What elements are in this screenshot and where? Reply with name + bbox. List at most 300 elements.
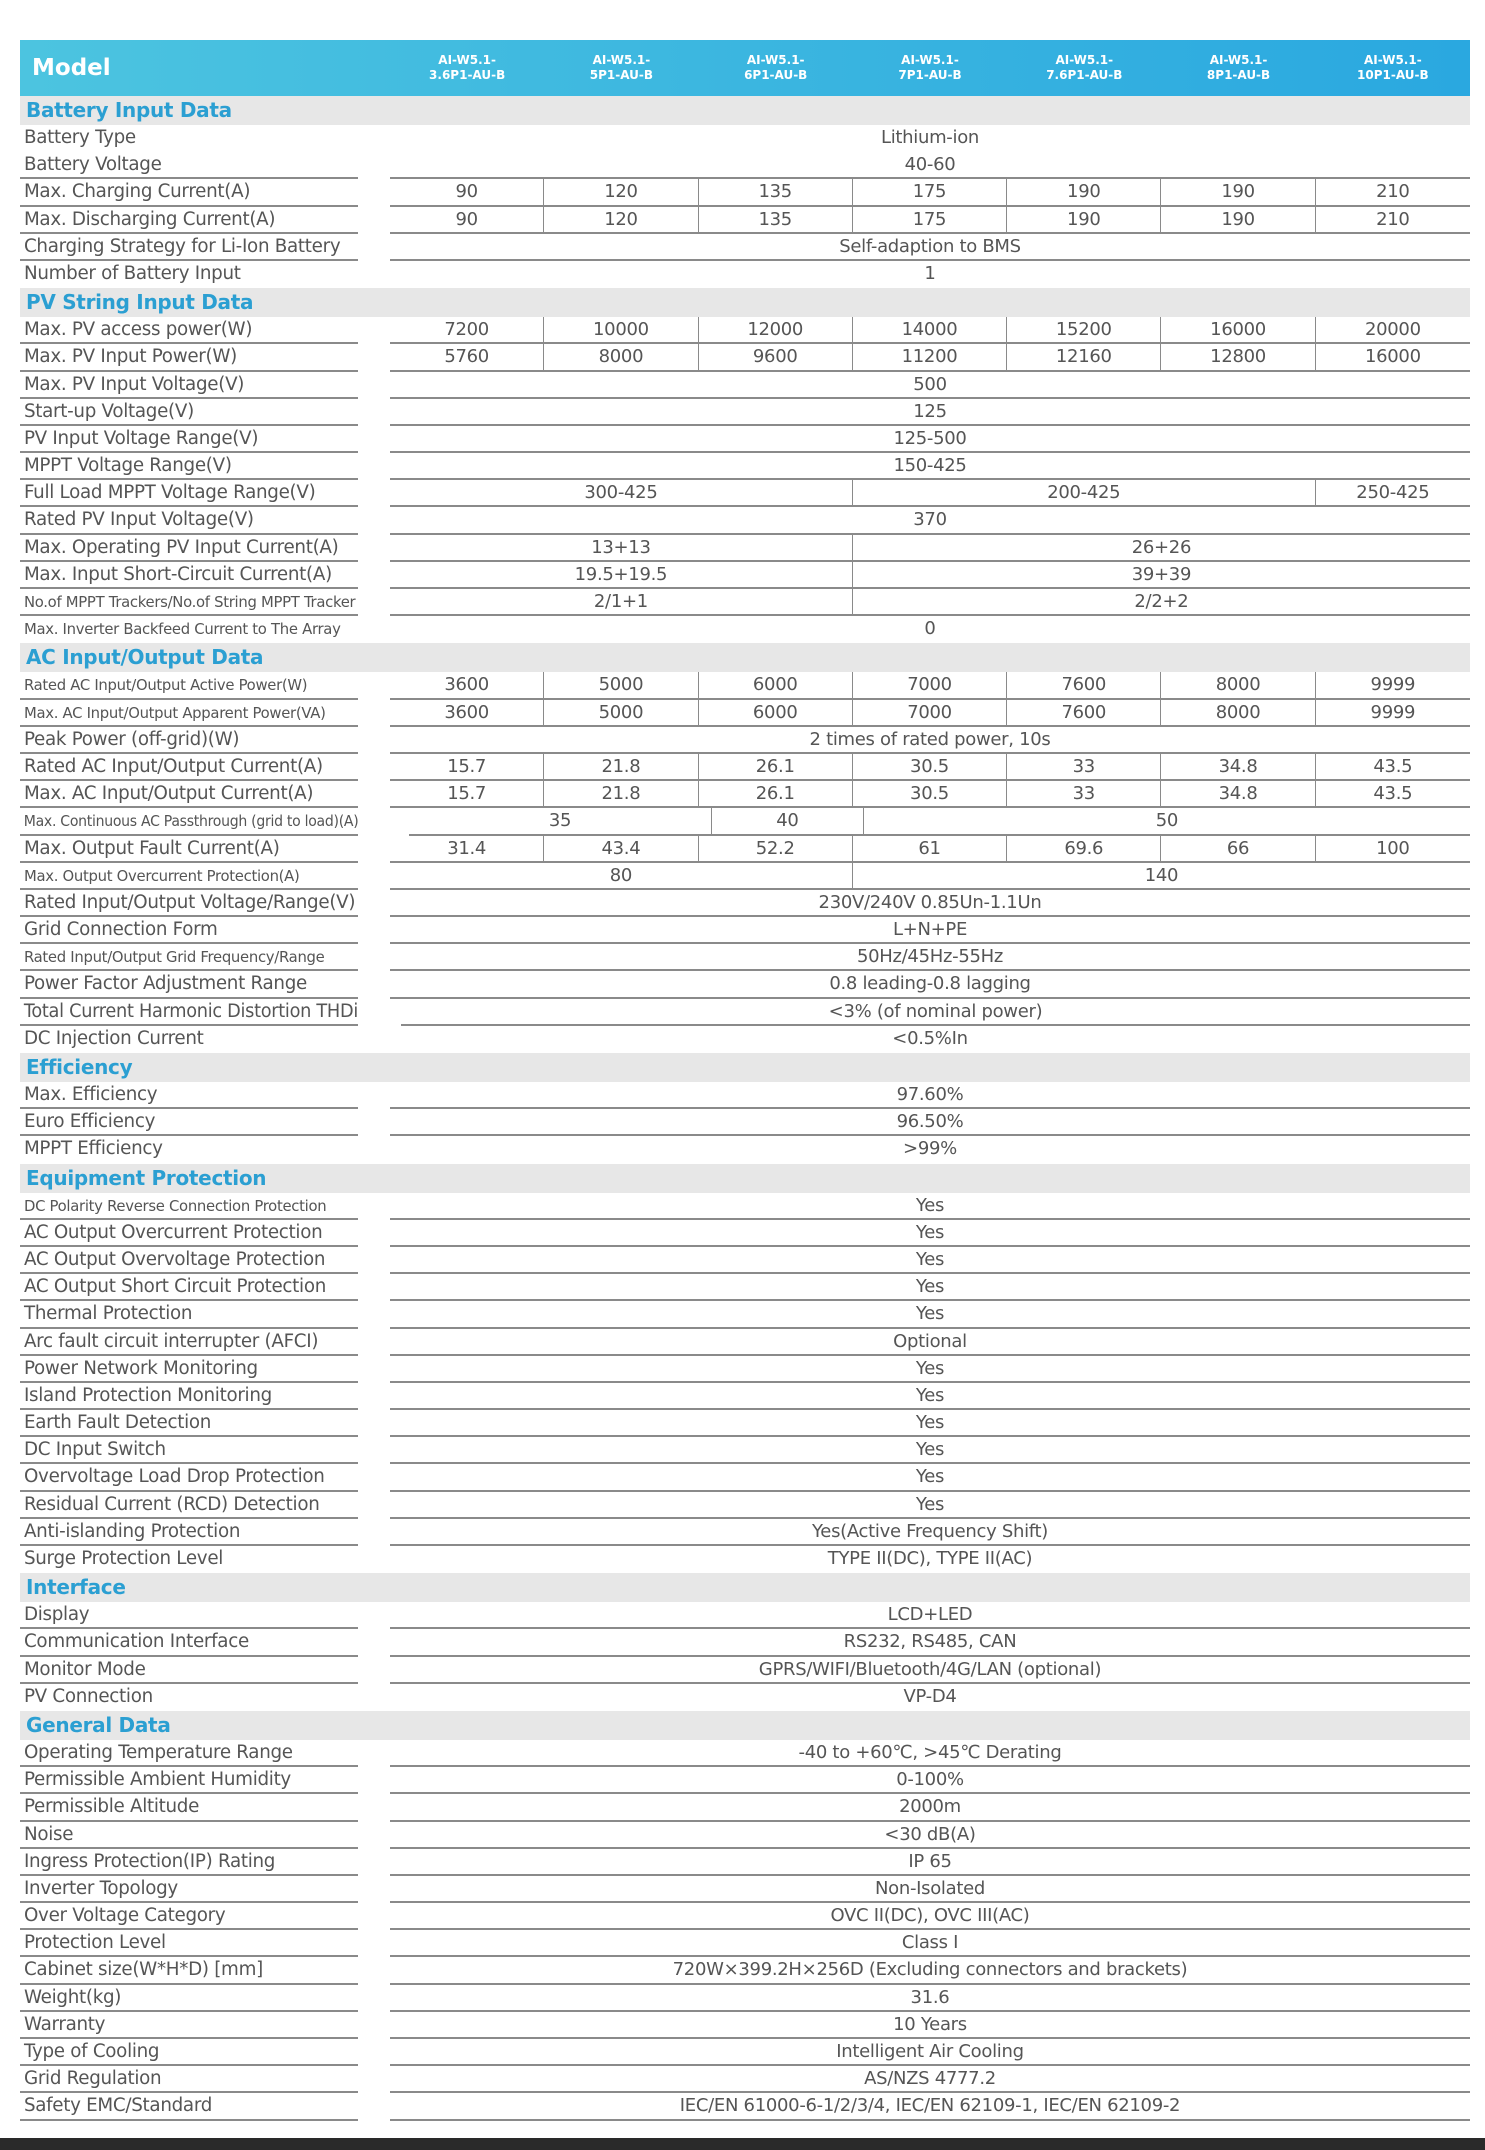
spec-values (390, 2093, 1470, 2120)
spec-label: Communication Interface (20, 1629, 358, 1656)
spec-values (390, 1903, 1470, 1930)
spec-value-cell: >99% (903, 1138, 957, 1160)
spec-value-cell: 9600 (699, 344, 853, 369)
model-name-line: AI-W5.1- (901, 53, 959, 67)
spec-row (20, 399, 1470, 426)
spec-value-cell: 15.7 (390, 781, 544, 806)
spec-label: Ingress Protection(IP) Rating (20, 1849, 358, 1876)
spec-value-cell: 135 (699, 207, 853, 232)
spec-row (20, 317, 1470, 344)
spec-value-cell: 2 times of rated power, 10s (809, 728, 1051, 750)
spec-row (20, 2039, 1470, 2066)
spec-values (390, 1602, 1470, 1629)
spec-label: AC Output Overcurrent Protection (20, 1220, 358, 1247)
spec-label: Island Protection Monitoring (20, 1383, 358, 1410)
spec-label: Number of Battery Input (23, 262, 241, 284)
spec-label: Max. Output Fault Current(A) (20, 836, 358, 863)
spec-row (20, 1849, 1470, 1876)
spec-value-cell: 50Hz/45Hz-55Hz (856, 946, 1004, 968)
spec-value-cell: 80 (390, 863, 853, 888)
spec-values (390, 1657, 1470, 1684)
spec-value-cell: 0-100% (896, 1769, 964, 1791)
spec-row (20, 1767, 1470, 1794)
spec-value-cell: 120 (544, 207, 698, 232)
spec-value-cell: 12000 (699, 317, 853, 342)
spec-values (390, 589, 1470, 616)
spec-row (20, 179, 1470, 206)
spec-label: Peak Power (off-grid)(W) (20, 727, 358, 754)
spec-value-cell: 210 (1376, 208, 1410, 230)
spec-row (20, 1136, 1470, 1163)
section-heading: Efficiency (20, 1053, 1470, 1082)
spec-value-cell: 26.1 (699, 754, 853, 779)
spec-value-cell: Optional (893, 1330, 967, 1352)
spec-row (20, 1247, 1470, 1274)
spec-value-cell: 5000 (544, 700, 698, 725)
spec-label: DC Polarity Reverse Connection Protection (20, 1193, 358, 1220)
spec-label: Max. AC Input/Output Apparent Power(VA) (20, 700, 358, 727)
spec-label: Battery Voltage (20, 152, 358, 179)
model-columns (390, 53, 1470, 83)
spec-values (390, 1492, 1470, 1519)
spec-value-cell: 50 (1155, 810, 1178, 832)
spec-values (401, 999, 1470, 1026)
spec-values (390, 1629, 1470, 1656)
spec-value-cell: 69.6 (1007, 836, 1161, 861)
model-column-header (390, 53, 544, 83)
spec-value-cell: 21.8 (544, 781, 698, 806)
spec-values (390, 372, 1470, 399)
spec-value-cell: 12160 (1007, 344, 1161, 369)
spec-value-cell: 52.2 (699, 836, 853, 861)
spec-value-cell: 66 (1161, 836, 1315, 861)
spec-label: MPPT Efficiency (23, 1138, 163, 1160)
spec-values (390, 1957, 1470, 1984)
spec-value-cell: 43.4 (544, 836, 698, 861)
spec-row (20, 1957, 1470, 1984)
spec-value-cell: 190 (1161, 179, 1315, 204)
spec-value-cell: Self-adaption to BMS (839, 235, 1021, 257)
spec-row (20, 1546, 1470, 1573)
model-name-line: AI-W5.1- (592, 53, 651, 67)
spec-row (20, 1464, 1470, 1491)
model-column-header (1316, 53, 1470, 83)
spec-label: Max. PV Input Power(W) (20, 344, 358, 371)
spec-value-cell: Yes (915, 1439, 945, 1461)
spec-row (20, 1410, 1470, 1437)
spec-row (20, 754, 1470, 781)
spec-value-cell: 12800 (1161, 344, 1315, 369)
spec-value-cell: 26.1 (699, 781, 853, 806)
spec-label: Rated Input/Output Voltage/Range(V) (20, 890, 358, 917)
spec-values (390, 1519, 1470, 1546)
spec-values (390, 1383, 1470, 1410)
spec-row (20, 1985, 1470, 2012)
spec-values (390, 971, 1470, 998)
spec-value-cell: 13+13 (390, 535, 853, 560)
spec-value-cell: 35 (409, 808, 712, 833)
spec-row (20, 1329, 1470, 1356)
model-name-line: AI-W5.1- (1209, 53, 1268, 67)
spec-label: Safety EMC/Standard (20, 2093, 358, 2120)
model-column-header (1007, 53, 1161, 83)
spec-value-cell: 10000 (544, 317, 698, 342)
spec-value-cell: 370 (913, 509, 947, 531)
model-name-line: AI-W5.1- (746, 53, 805, 67)
spec-row (20, 1602, 1470, 1629)
spec-row (20, 1740, 1470, 1767)
spec-label: Total Current Harmonic Distortion THDi (20, 999, 358, 1026)
spec-value-cell: 40 (712, 808, 864, 833)
spec-row (20, 589, 1470, 616)
spec-value-cell: 175 (853, 179, 1007, 204)
spec-label: Cabinet size(W*H*D) [mm] (20, 1957, 358, 1984)
spec-value-cell: 21.8 (544, 754, 698, 779)
model-name-line: 7P1-AU-B (898, 68, 962, 82)
spec-value-cell: 190 (1007, 207, 1161, 232)
spec-values (390, 1109, 1470, 1136)
spec-row (20, 890, 1470, 917)
spec-label: Protection Level (20, 1930, 358, 1957)
model-column-header (544, 53, 698, 83)
spec-values (390, 616, 1470, 643)
spec-value-cell: 230V/240V 0.85Un-1.1Un (818, 891, 1042, 913)
spec-row (20, 1684, 1470, 1711)
spec-row (20, 1930, 1470, 1957)
spec-values (390, 727, 1470, 754)
spec-value-cell: -40 to +60℃, >45℃ Derating (798, 1741, 1062, 1763)
spec-label: Start-up Voltage(V) (20, 399, 358, 426)
spec-values (390, 1849, 1470, 1876)
spec-values (390, 1464, 1470, 1491)
spec-label: Max. Discharging Current(A) (20, 207, 358, 234)
spec-values (390, 1794, 1470, 1821)
spec-value-cell: 15.7 (390, 754, 544, 779)
spec-label: Over Voltage Category (20, 1903, 358, 1930)
spec-label: Battery Type (23, 127, 136, 148)
spec-label: Charging Strategy for Li-Ion Battery (20, 234, 358, 261)
spec-row (20, 836, 1470, 863)
spec-value-cell: 175 (853, 207, 1007, 232)
section-heading: Battery Input Data (20, 96, 1470, 125)
spec-row (20, 2066, 1470, 2093)
spec-value-cell: 10 Years (893, 2013, 967, 2035)
spec-row (20, 1437, 1470, 1464)
spec-value-cell: 33 (1007, 754, 1161, 779)
spec-label: Rated Input/Output Grid Frequency/Range (20, 944, 358, 971)
spec-row (20, 781, 1470, 808)
spec-values (390, 480, 1470, 507)
spec-values (390, 125, 1470, 152)
spec-row (20, 672, 1470, 699)
spec-label: Rated PV Input Voltage(V) (20, 507, 358, 534)
spec-label: PV Input Voltage Range(V) (20, 426, 358, 453)
spec-values (390, 179, 1470, 206)
spec-value-cell: 135 (699, 179, 853, 204)
spec-value-cell: 3600 (390, 700, 544, 725)
spec-row (20, 1492, 1470, 1519)
spec-value-cell: 30.5 (853, 754, 1007, 779)
spec-value-cell: 500 (913, 373, 947, 395)
spec-values (390, 2066, 1470, 2093)
spec-row (20, 535, 1470, 562)
spec-values (390, 1930, 1470, 1957)
model-name-line: AI-W5.1- (438, 53, 496, 67)
spec-values (390, 207, 1470, 234)
spec-value-cell: 11200 (853, 344, 1007, 369)
spec-value-cell: Class I (901, 1932, 959, 1954)
spec-value-cell: IP 65 (908, 1850, 952, 1872)
spec-value-cell: 250-425 (1356, 482, 1430, 504)
spec-row (20, 1794, 1470, 1821)
spec-row (20, 1903, 1470, 1930)
spec-label: Power Factor Adjustment Range (20, 971, 358, 998)
spec-row (20, 1026, 1470, 1053)
spec-label: Thermal Protection (20, 1301, 358, 1328)
model-name-line: 5P1-AU-B (589, 68, 654, 82)
spec-label: Operating Temperature Range (20, 1740, 358, 1767)
spec-values (390, 1985, 1470, 2012)
spec-value-cell: Yes (915, 1493, 945, 1515)
spec-label: Type of Cooling (20, 2039, 358, 2066)
spec-value-cell: 0.8 leading-0.8 lagging (829, 973, 1031, 995)
spec-value-cell: 39+39 (1131, 563, 1192, 585)
spec-label: Arc fault circuit interrupter (AFCI) (20, 1329, 358, 1356)
spec-label: Max. Operating PV Input Current(A) (20, 535, 358, 562)
spec-value-cell: VP-D4 (903, 1685, 957, 1707)
spec-value-cell: 8000 (1161, 700, 1315, 725)
spec-row (20, 700, 1470, 727)
spec-value-cell: 40-60 (904, 154, 956, 176)
spec-row (20, 1301, 1470, 1328)
spec-label: MPPT Voltage Range(V) (20, 453, 358, 480)
spec-label: Max. PV access power(W) (20, 317, 358, 344)
spec-row (20, 727, 1470, 754)
spec-value-cell: IEC/EN 61000-6-1/2/3/4, IEC/EN 62109-1, IEC/EN 62109-2 (679, 2095, 1181, 2117)
spec-value-cell: 97.60% (896, 1084, 964, 1105)
spec-label: Permissible Altitude (20, 1794, 358, 1821)
spec-values (409, 808, 1470, 835)
spec-label: Permissible Ambient Humidity (20, 1767, 358, 1794)
spec-value-cell: 5000 (544, 672, 698, 697)
spec-row (20, 507, 1470, 534)
spec-value-cell: 8000 (1161, 672, 1315, 697)
spec-label: Max. Charging Current(A) (20, 179, 358, 206)
spec-value-cell: OVC II(DC), OVC III(AC) (830, 1905, 1030, 1927)
model-column-header (853, 53, 1007, 83)
spec-label: Max. Input Short-Circuit Current(A) (20, 562, 358, 589)
spec-value-cell: 720W×399.2H×256D (Excluding connectors and brackets) (672, 1959, 1188, 1981)
spec-value-cell: 2/1+1 (390, 589, 853, 614)
spec-row (20, 1822, 1470, 1849)
spec-label: Earth Fault Detection (20, 1410, 358, 1437)
spec-label: Max. Output Overcurrent Protection(A) (20, 863, 358, 890)
spec-values (390, 317, 1470, 344)
spec-value-cell: <0.5%In (892, 1027, 968, 1049)
spec-label: DC Injection Current (23, 1027, 204, 1049)
spec-row (20, 2012, 1470, 2039)
spec-value-cell: Non-Isolated (874, 1877, 986, 1899)
spec-label: Grid Connection Form (20, 917, 358, 944)
spec-values (390, 917, 1470, 944)
spec-label: Inverter Topology (20, 1876, 358, 1903)
spec-value-cell: Yes (915, 1466, 945, 1488)
spec-value-cell: 15200 (1007, 317, 1161, 342)
spec-value-cell: 16000 (1161, 317, 1315, 342)
spec-label: Full Load MPPT Voltage Range(V) (20, 480, 358, 507)
spec-values (390, 1193, 1470, 1220)
spec-values (390, 1274, 1470, 1301)
spec-label: Power Network Monitoring (20, 1356, 358, 1383)
spec-value-cell: TYPE II(DC), TYPE II(AC) (827, 1548, 1033, 1569)
spec-value-cell: 61 (853, 836, 1007, 861)
spec-values (390, 535, 1470, 562)
spec-value-cell: Yes (915, 1276, 945, 1298)
spec-value-cell: 7000 (853, 700, 1007, 725)
section-heading: AC Input/Output Data (20, 643, 1470, 672)
spec-values (390, 1329, 1470, 1356)
spec-value-cell: Yes (915, 1412, 945, 1434)
spec-label: Euro Efficiency (20, 1109, 358, 1136)
spec-value-cell: 120 (544, 179, 698, 204)
spec-values (390, 1740, 1470, 1767)
spec-row (20, 480, 1470, 507)
spec-sheet (20, 40, 1470, 2121)
spec-value-cell: 7000 (853, 672, 1007, 697)
spec-label: Max. PV Input Voltage(V) (20, 372, 358, 399)
spec-value-cell: 190 (1007, 179, 1161, 204)
spec-value-cell: 125-500 (893, 427, 967, 449)
section-heading: PV String Input Data (20, 288, 1470, 317)
model-column-header (699, 53, 853, 83)
spec-value-cell: 43.5 (1373, 783, 1413, 805)
spec-row (20, 917, 1470, 944)
spec-value-cell: 34.8 (1161, 781, 1315, 806)
spec-values (390, 1437, 1470, 1464)
spec-values (390, 1136, 1470, 1163)
spec-value-cell: 2000m (899, 1796, 961, 1818)
spec-values (390, 562, 1470, 589)
spec-values (390, 890, 1470, 917)
spec-row (20, 1274, 1470, 1301)
spec-value-cell: Yes(Active Frequency Shift) (811, 1520, 1049, 1542)
spec-value-cell: 30.5 (853, 781, 1007, 806)
spec-value-cell: GPRS/WIFI/Bluetooth/4G/LAN (optional) (758, 1658, 1102, 1680)
spec-row (20, 616, 1470, 643)
spec-value-cell: LCD+LED (887, 1604, 973, 1626)
spec-value-cell: 1 (924, 262, 936, 284)
spec-label: No.of MPPT Trackers/No.of String MPPT Tracker (20, 589, 358, 616)
spec-row (20, 1519, 1470, 1546)
spec-values (390, 1220, 1470, 1247)
spec-row (20, 999, 1470, 1026)
spec-values (390, 399, 1470, 426)
spec-values (390, 1684, 1470, 1711)
spec-value-cell: Yes (915, 1384, 945, 1406)
spec-row (20, 453, 1470, 480)
spec-value-cell: <30 dB(A) (884, 1823, 976, 1845)
model-header (20, 40, 1470, 96)
spec-values (390, 453, 1470, 480)
spec-value-cell: 31.6 (910, 1986, 950, 2008)
spec-label: DC Input Switch (20, 1437, 358, 1464)
spec-values (390, 700, 1470, 727)
spec-label: Monitor Mode (20, 1657, 358, 1684)
spec-value-cell: 7600 (1007, 700, 1161, 725)
spec-row (20, 152, 1470, 179)
spec-row (20, 562, 1470, 589)
spec-label: Display (20, 1602, 358, 1629)
spec-value-cell: 14000 (853, 317, 1007, 342)
spec-value-cell: 100 (1376, 837, 1410, 859)
spec-row (20, 234, 1470, 261)
spec-value-cell: 26+26 (1131, 536, 1192, 558)
model-label: Model (32, 55, 111, 81)
spec-values (390, 2039, 1470, 2066)
spec-value-cell: 9999 (1370, 674, 1416, 696)
spec-sections (20, 96, 1470, 2121)
spec-values (390, 507, 1470, 534)
spec-row (20, 426, 1470, 453)
spec-row (20, 1109, 1470, 1136)
spec-value-cell: RS232, RS485, CAN (843, 1631, 1017, 1653)
spec-values (390, 426, 1470, 453)
spec-label: Rated AC Input/Output Active Power(W) (20, 672, 358, 699)
spec-value-cell: 19.5+19.5 (390, 562, 853, 587)
spec-row (20, 2093, 1470, 2120)
spec-label: Warranty (20, 2012, 358, 2039)
section-heading: Interface (20, 1573, 1470, 1602)
spec-value-cell: 2/2+2 (1134, 591, 1189, 612)
spec-row (20, 971, 1470, 998)
spec-label: AC Output Short Circuit Protection (20, 1274, 358, 1301)
model-name-line: 6P1-AU-B (744, 68, 808, 82)
spec-values (390, 781, 1470, 808)
spec-label: Max. Inverter Backfeed Current to The Array (23, 620, 341, 639)
spec-value-cell: Yes (915, 1221, 945, 1243)
spec-label: Max. AC Input/Output Current(A) (20, 781, 358, 808)
spec-values (390, 1767, 1470, 1794)
spec-value-cell: Yes (915, 1303, 945, 1325)
spec-values (390, 1247, 1470, 1274)
spec-label: Max. Efficiency (20, 1082, 358, 1109)
spec-label: Grid Regulation (20, 2066, 358, 2093)
spec-row (20, 1657, 1470, 1684)
spec-row (20, 1383, 1470, 1410)
spec-row (20, 1876, 1470, 1903)
spec-value-cell: 3600 (390, 672, 544, 697)
model-name-line: 10P1-AU-B (1357, 68, 1429, 82)
spec-values (390, 836, 1470, 863)
spec-value-cell: 300-425 (390, 480, 853, 505)
spec-label: Overvoltage Load Drop Protection (20, 1464, 358, 1491)
spec-values (390, 1410, 1470, 1437)
spec-values (390, 2012, 1470, 2039)
model-name-line: 7.6P1-AU-B (1046, 68, 1123, 82)
spec-row (20, 1082, 1470, 1109)
spec-value-cell: 33 (1007, 781, 1161, 806)
spec-value-cell: 140 (1144, 864, 1179, 886)
spec-values (390, 1026, 1470, 1053)
model-name-line: 3.6P1-AU-B (429, 68, 506, 82)
spec-value-cell: 5760 (390, 344, 544, 369)
spec-value-cell: 6000 (699, 672, 853, 697)
spec-label: Residual Current (RCD) Detection (20, 1492, 358, 1519)
spec-row (20, 372, 1470, 399)
spec-label: Weight(kg) (20, 1985, 358, 2012)
spec-value-cell: 90 (390, 207, 544, 232)
spec-value-cell: AS/NZS 4777.2 (864, 2068, 996, 2090)
